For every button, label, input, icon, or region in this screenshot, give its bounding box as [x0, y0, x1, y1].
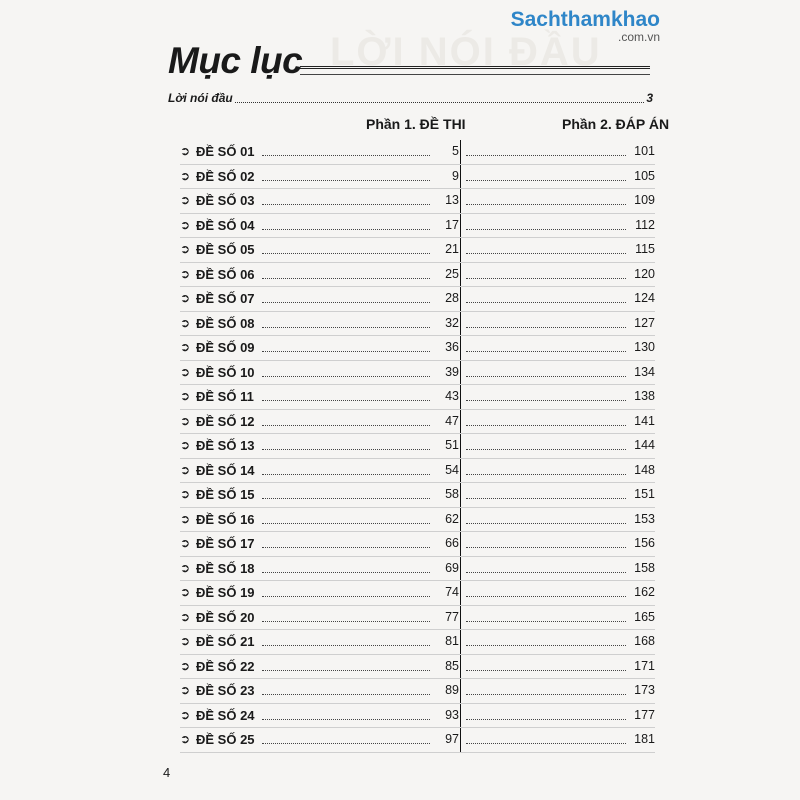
answer-page: 120	[634, 266, 655, 281]
dot-leader	[466, 709, 626, 720]
exam-label: ĐỀ SỐ 01	[196, 144, 255, 159]
exam-page: 77	[445, 609, 459, 624]
dot-leader	[466, 464, 626, 475]
exam-page: 39	[445, 364, 459, 379]
dot-leader	[466, 611, 626, 622]
exam-label: ĐỀ SỐ 14	[196, 462, 255, 478]
exam-page: 74	[445, 585, 459, 599]
dot-leader	[262, 537, 430, 548]
exam-label: ĐỀ SỐ 08	[196, 315, 255, 331]
answer-page: 156	[634, 536, 655, 550]
dot-leader	[262, 366, 430, 377]
dot-leader	[466, 170, 626, 181]
dot-leader	[466, 317, 626, 328]
arrow-icon: ➲	[180, 168, 191, 183]
exam-label: ĐỀ SỐ 25	[196, 732, 255, 747]
exam-page: 25	[445, 266, 459, 281]
arrow-icon: ➲	[180, 487, 191, 501]
dot-leader	[262, 439, 430, 450]
page-number: 4	[163, 765, 171, 780]
answer-page: 148	[634, 462, 655, 477]
toc-row	[180, 704, 655, 729]
answer-page: 162	[634, 585, 655, 599]
answer-page: 138	[634, 389, 655, 403]
arrow-icon: ➲	[180, 340, 191, 354]
dot-leader	[262, 317, 430, 328]
dot-leader	[262, 390, 430, 401]
exam-page: 32	[445, 315, 459, 330]
exam-label: ĐỀ SỐ 24	[196, 707, 255, 723]
toc-row	[180, 140, 655, 165]
dot-leader	[466, 341, 626, 352]
preface-label: Lời nói đầu	[168, 91, 233, 105]
exam-label: ĐỀ SỐ 03	[196, 193, 255, 208]
dot-leader	[466, 243, 626, 254]
toc-row	[180, 728, 655, 753]
arrow-icon: ➲	[180, 291, 191, 305]
arrow-icon: ➲	[180, 609, 191, 624]
arrow-icon: ➲	[180, 266, 191, 281]
toc-row	[180, 655, 655, 680]
dot-leader	[262, 292, 430, 303]
exam-label: ĐỀ SỐ 12	[196, 413, 255, 429]
arrow-icon: ➲	[180, 364, 191, 379]
exam-label: ĐỀ SỐ 13	[196, 438, 255, 453]
exam-label: ĐỀ SỐ 11	[196, 389, 254, 404]
dot-leader	[262, 635, 430, 646]
column-header-answers: Phần 2. ĐÁP ÁN	[562, 116, 670, 132]
toc-row	[180, 336, 655, 361]
dot-leader	[466, 562, 626, 573]
dot-leader	[466, 660, 626, 671]
preface-page: 3	[646, 91, 653, 105]
exam-page: 85	[445, 658, 459, 673]
toc-row	[180, 508, 655, 533]
exam-label: ĐỀ SỐ 05	[196, 242, 255, 257]
exam-page: 66	[445, 536, 459, 550]
dot-leader	[466, 194, 626, 205]
toc-row	[180, 263, 655, 288]
dot-leader	[466, 439, 626, 450]
dot-leader	[262, 733, 430, 744]
exam-page: 5	[452, 144, 459, 158]
toc-row	[180, 361, 655, 386]
answer-page: 134	[634, 364, 655, 379]
dot-leader	[262, 660, 430, 671]
exam-label: ĐỀ SỐ 17	[196, 536, 255, 551]
answer-page: 177	[634, 707, 655, 722]
exam-label: ĐỀ SỐ 09	[196, 340, 255, 355]
answer-page: 141	[634, 413, 655, 428]
toc-row	[180, 385, 655, 410]
dot-leader	[262, 562, 430, 573]
toc-row	[180, 214, 655, 239]
answer-page: 115	[635, 242, 655, 256]
dot-leader	[466, 513, 626, 524]
dot-leader	[466, 366, 626, 377]
arrow-icon: ➲	[180, 389, 191, 403]
dot-leader	[466, 586, 626, 597]
exam-page: 97	[445, 732, 459, 746]
answer-page: 144	[634, 438, 655, 452]
exam-page: 17	[445, 217, 459, 232]
exam-label: ĐỀ SỐ 02	[196, 168, 255, 184]
dot-leader	[262, 194, 430, 205]
dot-leader	[466, 415, 626, 426]
toc-row	[180, 459, 655, 484]
dot-leader	[262, 219, 430, 230]
dot-leader	[466, 390, 626, 401]
exam-page: 62	[445, 511, 459, 526]
toc-row	[180, 165, 655, 190]
dot-leader	[262, 464, 430, 475]
dot-leader	[466, 488, 626, 499]
arrow-icon: ➲	[180, 732, 191, 746]
row-rule	[180, 752, 655, 753]
arrow-icon: ➲	[180, 683, 191, 697]
exam-page: 21	[445, 242, 459, 256]
dot-leader	[262, 586, 430, 597]
watermark-brand	[511, 8, 660, 44]
arrow-icon: ➲	[180, 634, 191, 648]
toc-row	[180, 606, 655, 631]
exam-label: ĐỀ SỐ 10	[196, 364, 255, 380]
dot-leader	[466, 684, 626, 695]
exam-label: ĐỀ SỐ 22	[196, 658, 255, 674]
brand-name: Sachthamkhao	[510, 8, 660, 31]
exam-page: 47	[445, 413, 459, 428]
answer-page: 151	[634, 487, 655, 501]
exam-page: 13	[445, 193, 459, 207]
toc-row	[180, 557, 655, 582]
dot-leader	[466, 733, 626, 744]
toc-row	[180, 532, 655, 557]
exam-page: 54	[445, 462, 459, 477]
exam-page: 36	[445, 340, 459, 354]
exam-page: 81	[445, 634, 459, 648]
dot-leader	[262, 268, 430, 279]
answer-page: 124	[634, 291, 655, 305]
answer-page: 173	[634, 683, 655, 697]
toc-row	[180, 189, 655, 214]
answer-page: 181	[634, 732, 655, 746]
exam-page: 58	[445, 487, 459, 501]
answer-page: 165	[634, 609, 655, 624]
exam-page: 93	[445, 707, 459, 722]
toc-row	[180, 679, 655, 704]
toc-row	[180, 630, 655, 655]
exam-page: 43	[445, 389, 459, 403]
dot-leader	[262, 611, 430, 622]
toc-row	[180, 238, 655, 263]
arrow-icon: ➲	[180, 707, 191, 722]
arrow-icon: ➲	[180, 413, 191, 428]
arrow-icon: ➲	[180, 536, 191, 550]
exam-label: ĐỀ SỐ 19	[196, 585, 255, 600]
dot-leader	[466, 292, 626, 303]
toc-row	[180, 434, 655, 459]
background-bleed-through: LỜI NÓI ĐẦU	[330, 30, 602, 74]
arrow-icon: ➲	[180, 144, 191, 158]
answer-page: 168	[634, 634, 655, 648]
toc-row	[180, 287, 655, 312]
toc-row	[180, 581, 655, 606]
dot-leader	[262, 684, 430, 695]
arrow-icon: ➲	[180, 438, 191, 452]
answer-page: 105	[634, 168, 655, 183]
toc-table	[180, 140, 655, 753]
answer-page: 109	[634, 193, 655, 207]
arrow-icon: ➲	[180, 462, 191, 477]
answer-page: 171	[634, 658, 655, 673]
toc-row	[180, 410, 655, 435]
toc-row	[180, 312, 655, 337]
answer-page: 158	[634, 560, 655, 575]
exam-label: ĐỀ SỐ 18	[196, 560, 255, 576]
arrow-icon: ➲	[180, 560, 191, 575]
answer-page: 112	[635, 217, 655, 232]
exam-label: ĐỀ SỐ 23	[196, 683, 255, 698]
exam-label: ĐỀ SỐ 06	[196, 266, 255, 282]
answer-page: 130	[634, 340, 655, 354]
answer-page: 127	[634, 315, 655, 330]
dot-leader	[466, 145, 626, 156]
dot-leader	[262, 145, 430, 156]
arrow-icon: ➲	[180, 193, 191, 207]
dot-leader	[262, 488, 430, 499]
exam-page: 9	[452, 168, 459, 183]
exam-label: ĐỀ SỐ 16	[196, 511, 255, 527]
dot-leader	[235, 102, 645, 103]
arrow-icon: ➲	[180, 242, 191, 256]
dot-leader	[262, 170, 430, 181]
toc-row	[180, 483, 655, 508]
dot-leader	[262, 243, 430, 254]
arrow-icon: ➲	[180, 315, 191, 330]
dot-leader	[262, 513, 430, 524]
dot-leader	[466, 635, 626, 646]
page-title: Mục lục	[168, 40, 303, 81]
exam-label: ĐỀ SỐ 15	[196, 487, 255, 502]
exam-label: ĐỀ SỐ 20	[196, 609, 255, 625]
arrow-icon: ➲	[180, 658, 191, 673]
answer-page: 153	[634, 511, 655, 526]
title-rule-thin	[300, 74, 650, 75]
title-rule	[300, 66, 650, 69]
arrow-icon: ➲	[180, 217, 191, 232]
exam-label: ĐỀ SỐ 21	[196, 634, 255, 649]
exam-page: 51	[445, 438, 459, 452]
dot-leader	[466, 537, 626, 548]
arrow-icon: ➲	[180, 585, 191, 599]
exam-page: 69	[445, 560, 459, 575]
arrow-icon: ➲	[180, 511, 191, 526]
brand-domain: .com.vn	[617, 30, 660, 44]
dot-leader	[262, 709, 430, 720]
dot-leader	[466, 268, 626, 279]
dot-leader	[262, 341, 430, 352]
column-header-exams: Phần 1. ĐỀ THI	[366, 116, 466, 132]
exam-page: 89	[445, 683, 459, 697]
exam-label: ĐỀ SỐ 04	[196, 217, 255, 233]
preface-entry	[168, 91, 653, 105]
dot-leader	[466, 219, 626, 230]
answer-page: 101	[634, 144, 655, 158]
exam-page: 28	[445, 291, 459, 305]
exam-label: ĐỀ SỐ 07	[196, 291, 255, 306]
dot-leader	[262, 415, 430, 426]
